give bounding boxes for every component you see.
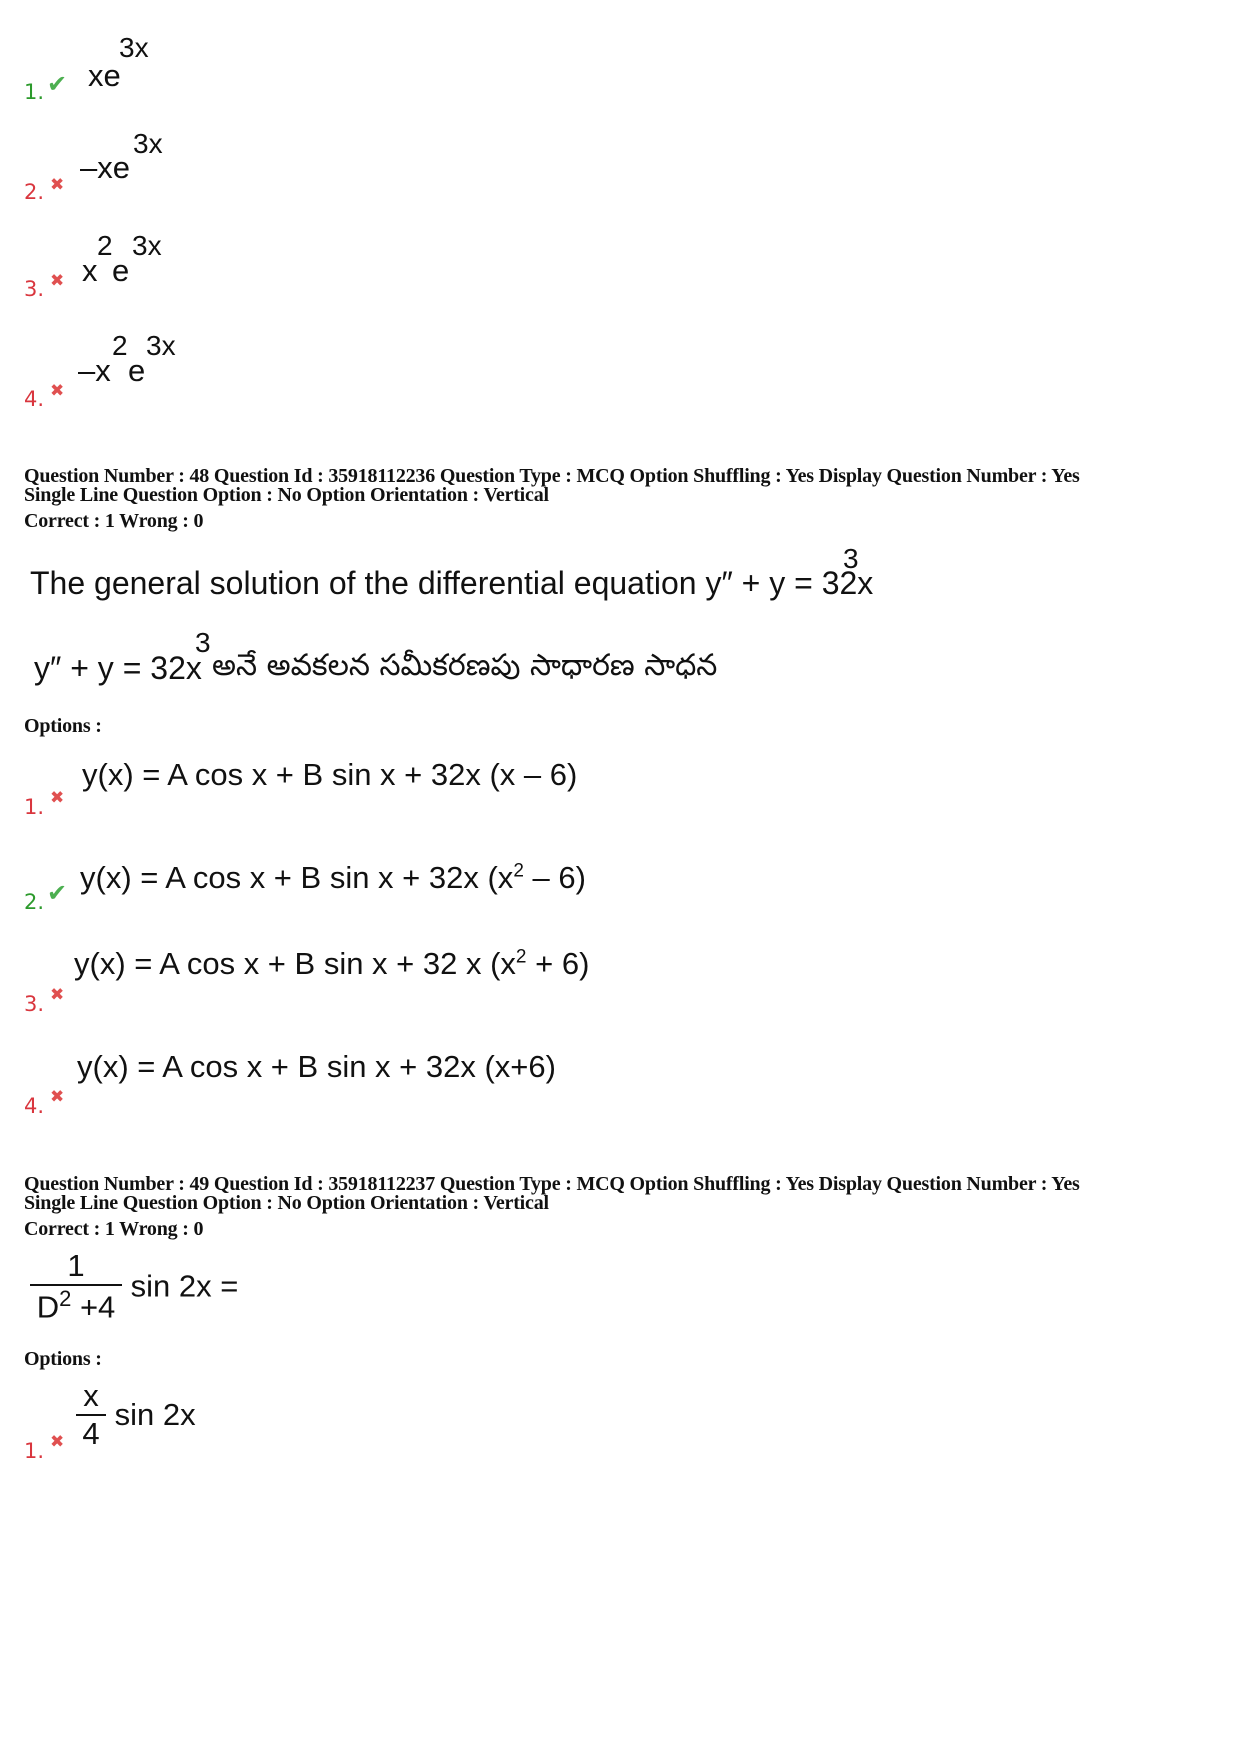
check-icon: ✔: [47, 879, 68, 907]
options-label: Options :: [24, 715, 102, 737]
denominator-exponent: 2: [59, 1286, 72, 1311]
option-expression: y(x) = A cos x + B sin x + 32x (x – 6): [82, 757, 578, 792]
option-number: 1.: [24, 1439, 45, 1463]
question-text-english: The general solution of the differential equation y″ + y = 32x: [30, 565, 874, 601]
cross-icon: ✖: [50, 788, 65, 808]
option-exponent: 3x: [133, 128, 163, 159]
question-score: Correct : 1 Wrong : 0: [24, 510, 204, 532]
question-text-equation: y″ + y = 32x: [34, 650, 202, 686]
option-base-e: e: [128, 353, 146, 388]
cross-icon: ✖: [50, 381, 65, 401]
cross-icon: ✖: [50, 175, 65, 195]
option-expression: y(x) = A cos x + B sin x + 32x (x+6): [77, 1049, 556, 1084]
fraction-denominator: 4: [76, 1414, 106, 1452]
cross-icon: ✖: [50, 1087, 65, 1107]
option-exponent-x: 2: [97, 230, 113, 261]
fraction-denominator: [30, 1284, 122, 1325]
question-expression-tail: sin 2x =: [130, 1268, 239, 1304]
cross-icon: ✖: [50, 271, 65, 291]
option-expression: [76, 1378, 196, 1452]
question-score: Correct : 1 Wrong : 0: [24, 1218, 204, 1240]
option-number: 4.: [24, 387, 45, 411]
cross-icon: ✖: [50, 1432, 65, 1452]
question-expression: [30, 1248, 238, 1325]
denominator-rest: +4: [71, 1289, 116, 1325]
question-meta-line2: Single Line Question Option : No Option Orientation : Vertical: [24, 1192, 549, 1214]
option-expression: [74, 946, 589, 982]
option-number: 1.: [24, 80, 45, 104]
option-exponent-x: 2: [112, 330, 128, 361]
option-number: 1.: [24, 795, 45, 819]
option-exponent: 3x: [119, 32, 149, 63]
question-text-telugu: అనే అవకలన సమీకరణపు సాధారణ సాధన: [212, 648, 718, 683]
denominator-base: D: [36, 1289, 60, 1325]
fraction: [30, 1248, 122, 1325]
option-number: 4.: [24, 1094, 45, 1118]
option-base-e: e: [112, 253, 130, 288]
options-label: Options :: [24, 1348, 102, 1370]
fraction-numerator: 1: [67, 1248, 85, 1283]
option-expression-main: y(x) = A cos x + B sin x + 32x (x: [80, 860, 514, 895]
option-base-x: x: [82, 253, 98, 288]
option-expression-main: y(x) = A cos x + B sin x + 32 x (x: [74, 946, 516, 981]
option-expression: –xe: [80, 150, 130, 185]
option-expression-tail: sin 2x: [114, 1397, 196, 1432]
option-expression-tail: – 6): [523, 860, 586, 895]
question-meta-line2: Single Line Question Option : No Option Orientation : Vertical: [24, 484, 549, 506]
option-exponent-e: 3x: [146, 330, 176, 361]
option-exponent: 2: [513, 860, 524, 882]
question-text-telugu-exponent: 3: [195, 627, 211, 658]
question-meta-line1: Question Number : 48 Question Id : 35918112236 Question Type : MCQ Option Shuffling : Yes Display Question Number : Yes: [24, 465, 1080, 487]
question-meta-line1: Question Number : 49 Question Id : 35918112237 Question Type : MCQ Option Shuffling : Yes Display Question Number : Yes: [24, 1173, 1080, 1195]
question-text-exponent: 3: [843, 543, 859, 574]
option-number: 2.: [24, 180, 45, 204]
fraction-numerator: x: [83, 1378, 99, 1413]
option-expression-tail: + 6): [526, 946, 590, 981]
cross-icon: ✖: [50, 985, 65, 1005]
option-exponent-e: 3x: [132, 230, 162, 261]
check-icon: ✔: [47, 70, 68, 98]
option-expression: xe: [88, 58, 121, 93]
option-base-x: –x: [78, 353, 111, 388]
fraction: [76, 1378, 106, 1452]
option-number: 3.: [24, 992, 45, 1016]
option-number: 3.: [24, 277, 45, 301]
option-exponent: 2: [515, 946, 527, 968]
option-number: 2.: [24, 890, 45, 914]
option-expression: [80, 860, 586, 896]
